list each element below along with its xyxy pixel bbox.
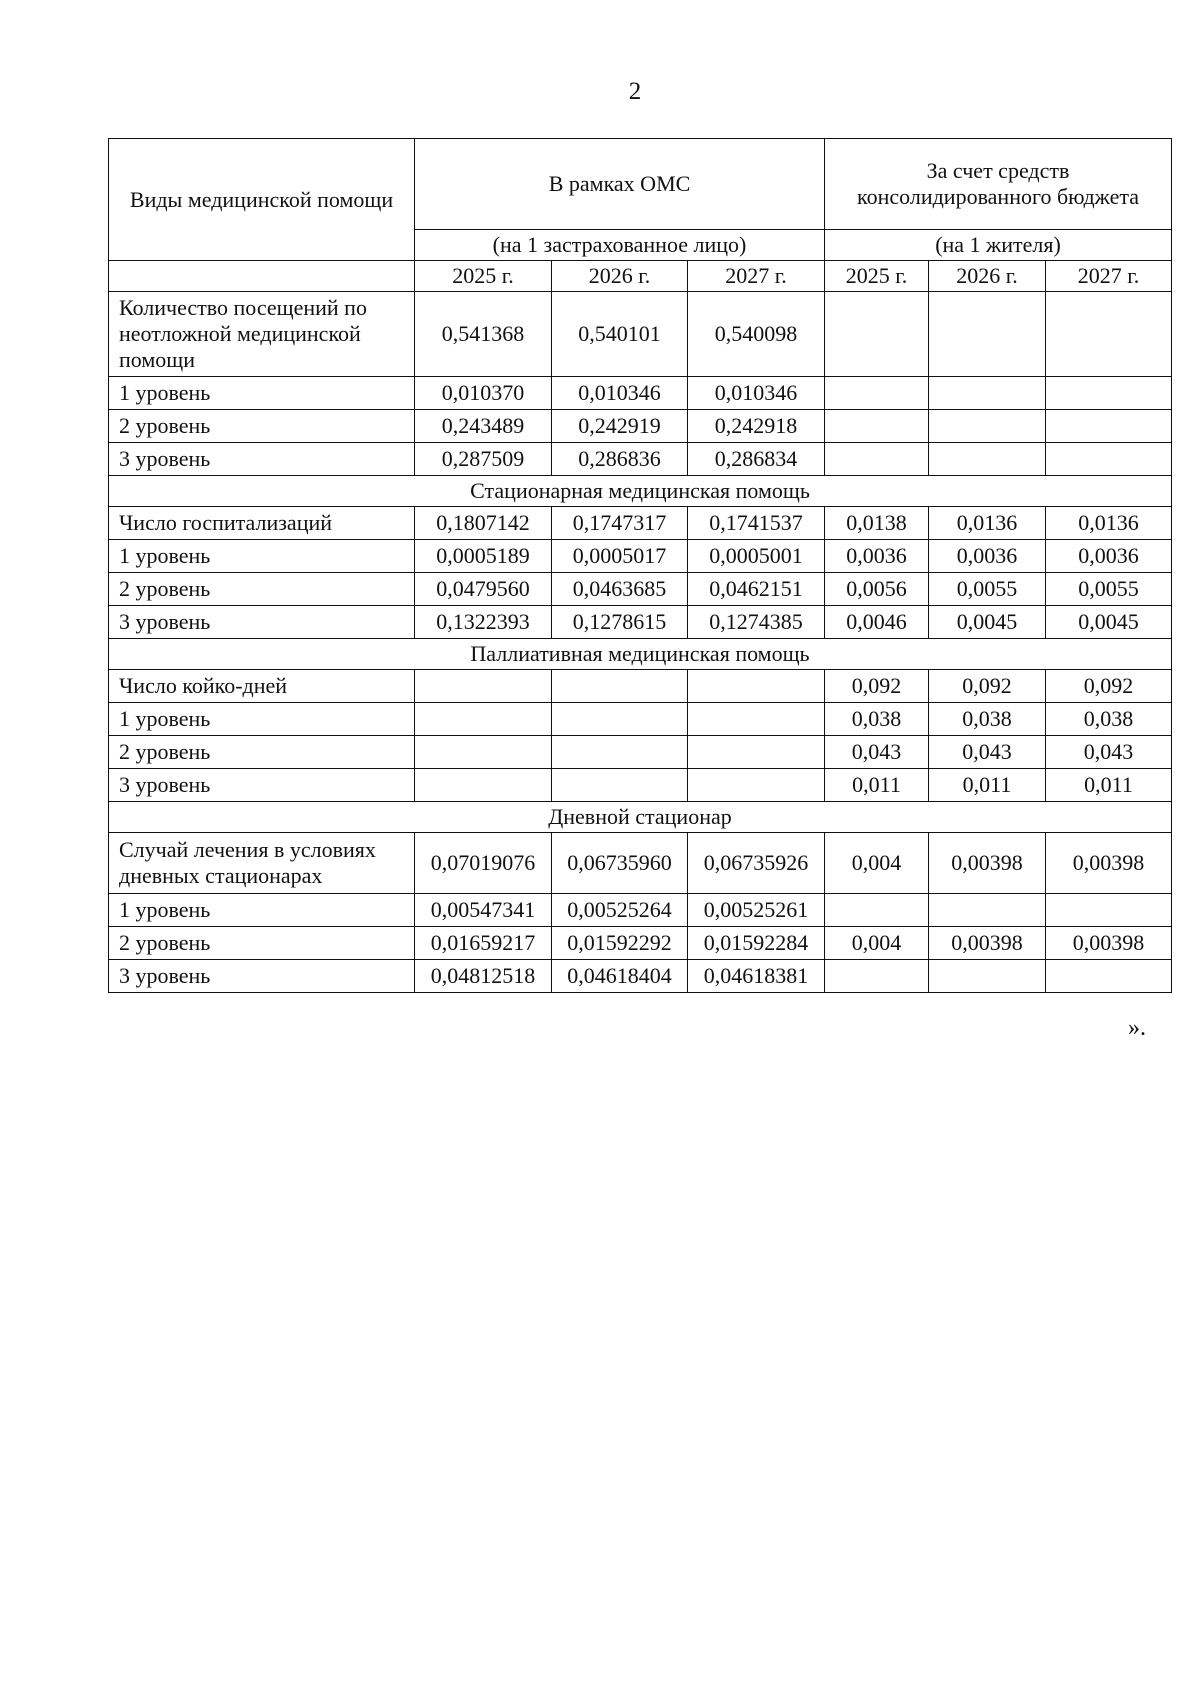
value-cell — [825, 377, 929, 410]
header-budget-unit: (на 1 жителя) — [825, 230, 1172, 261]
table-row — [109, 960, 1172, 993]
value-cell: 0,286836 — [552, 443, 688, 476]
header-year: 2027 г. — [688, 261, 825, 292]
value-cell: 0,01592284 — [688, 927, 825, 960]
value-cell — [552, 736, 688, 769]
value-cell: 0,00398 — [929, 833, 1046, 894]
row-label: 1 уровень — [109, 377, 415, 410]
value-cell: 0,010346 — [688, 377, 825, 410]
table-row — [109, 769, 1172, 802]
header-budget: За счет средств консолидированного бюджета — [825, 139, 1172, 230]
row-label: 2 уровень — [109, 573, 415, 606]
value-cell — [552, 703, 688, 736]
value-cell: 0,04812518 — [415, 960, 552, 993]
table-row — [109, 410, 1172, 443]
indicators-table-container — [108, 138, 1171, 993]
value-cell: 0,04618404 — [552, 960, 688, 993]
page-number: 2 — [628, 78, 642, 105]
value-cell: 0,0056 — [825, 573, 929, 606]
value-cell — [1046, 894, 1172, 927]
value-cell — [929, 443, 1046, 476]
value-cell: 0,043 — [929, 736, 1046, 769]
indicators-table — [108, 138, 1172, 993]
value-cell: 0,092 — [1046, 670, 1172, 703]
value-cell: 0,043 — [825, 736, 929, 769]
value-cell — [825, 292, 929, 377]
closing-quote-mark: ». — [1128, 1015, 1146, 1041]
value-cell — [825, 410, 929, 443]
value-cell: 0,06735926 — [688, 833, 825, 894]
value-cell — [552, 670, 688, 703]
header-oms: В рамках ОМС — [415, 139, 825, 230]
table-row — [109, 927, 1172, 960]
value-cell — [415, 703, 552, 736]
value-cell — [688, 736, 825, 769]
section-title: Стационарная медицинская помощь — [109, 476, 1172, 507]
row-label: 3 уровень — [109, 443, 415, 476]
value-cell: 0,00525264 — [552, 894, 688, 927]
value-cell: 0,0036 — [1046, 540, 1172, 573]
value-cell: 0,540098 — [688, 292, 825, 377]
table-row — [109, 443, 1172, 476]
row-label: 1 уровень — [109, 540, 415, 573]
table-row — [109, 736, 1172, 769]
row-label: Случай лечения в условиях дневных стационарах — [109, 833, 415, 894]
value-cell — [688, 769, 825, 802]
value-cell: 0,00398 — [1046, 833, 1172, 894]
row-label: 2 уровень — [109, 410, 415, 443]
row-label: 1 уровень — [109, 703, 415, 736]
value-cell: 0,0136 — [1046, 507, 1172, 540]
table-row — [109, 573, 1172, 606]
value-cell: 0,1274385 — [688, 606, 825, 639]
value-cell: 0,04618381 — [688, 960, 825, 993]
value-cell — [825, 960, 929, 993]
value-cell: 0,011 — [1046, 769, 1172, 802]
value-cell: 0,00525261 — [688, 894, 825, 927]
value-cell: 0,06735960 — [552, 833, 688, 894]
row-label: 2 уровень — [109, 736, 415, 769]
table-row — [109, 292, 1172, 377]
table-row — [109, 606, 1172, 639]
value-cell: 0,0462151 — [688, 573, 825, 606]
value-cell: 0,287509 — [415, 443, 552, 476]
section-title: Дневной стационар — [109, 802, 1172, 833]
value-cell: 0,00547341 — [415, 894, 552, 927]
value-cell: 0,0136 — [929, 507, 1046, 540]
value-cell: 0,01659217 — [415, 927, 552, 960]
table-row — [109, 833, 1172, 894]
table-row — [109, 670, 1172, 703]
header-empty-cell — [109, 261, 415, 292]
row-label: Число госпитализаций — [109, 507, 415, 540]
header-oms-unit: (на 1 застрахованное лицо) — [415, 230, 825, 261]
value-cell — [1046, 292, 1172, 377]
table-row — [109, 507, 1172, 540]
row-label: 3 уровень — [109, 960, 415, 993]
value-cell: 0,011 — [825, 769, 929, 802]
value-cell: 0,0036 — [825, 540, 929, 573]
header-kind-of-care: Виды медицинской помощи — [109, 139, 415, 261]
value-cell: 0,01592292 — [552, 927, 688, 960]
value-cell — [552, 769, 688, 802]
value-cell — [825, 894, 929, 927]
header-year: 2026 г. — [552, 261, 688, 292]
value-cell: 0,010370 — [415, 377, 552, 410]
value-cell — [1046, 443, 1172, 476]
row-label: Число койко-дней — [109, 670, 415, 703]
value-cell: 0,0055 — [1046, 573, 1172, 606]
value-cell: 0,038 — [929, 703, 1046, 736]
value-cell: 0,540101 — [552, 292, 688, 377]
section-header-row — [109, 802, 1172, 833]
value-cell: 0,043 — [1046, 736, 1172, 769]
section-header-row — [109, 476, 1172, 507]
value-cell: 0,00398 — [929, 927, 1046, 960]
value-cell: 0,0055 — [929, 573, 1046, 606]
value-cell: 0,011 — [929, 769, 1046, 802]
value-cell: 0,0138 — [825, 507, 929, 540]
value-cell: 0,0479560 — [415, 573, 552, 606]
value-cell — [1046, 960, 1172, 993]
value-cell — [1046, 377, 1172, 410]
value-cell: 0,0045 — [1046, 606, 1172, 639]
value-cell: 0,010346 — [552, 377, 688, 410]
header-year: 2025 г. — [825, 261, 929, 292]
value-cell — [929, 960, 1046, 993]
value-cell: 0,092 — [929, 670, 1046, 703]
value-cell: 0,1741537 — [688, 507, 825, 540]
header-row-main — [109, 139, 1172, 230]
value-cell — [929, 894, 1046, 927]
value-cell: 0,242919 — [552, 410, 688, 443]
row-label: 1 уровень — [109, 894, 415, 927]
value-cell — [688, 670, 825, 703]
header-year: 2026 г. — [929, 261, 1046, 292]
value-cell: 0,541368 — [415, 292, 552, 377]
value-cell: 0,1747317 — [552, 507, 688, 540]
row-label: 2 уровень — [109, 927, 415, 960]
value-cell — [1046, 410, 1172, 443]
header-year: 2025 г. — [415, 261, 552, 292]
row-label: 3 уровень — [109, 606, 415, 639]
value-cell: 0,038 — [825, 703, 929, 736]
value-cell — [415, 769, 552, 802]
value-cell: 0,004 — [825, 927, 929, 960]
value-cell: 0,243489 — [415, 410, 552, 443]
header-year: 2027 г. — [1046, 261, 1172, 292]
value-cell — [929, 410, 1046, 443]
value-cell: 0,1278615 — [552, 606, 688, 639]
value-cell — [929, 292, 1046, 377]
section-title: Паллиативная медицинская помощь — [109, 639, 1172, 670]
value-cell: 0,004 — [825, 833, 929, 894]
value-cell: 0,286834 — [688, 443, 825, 476]
value-cell — [415, 670, 552, 703]
table-row — [109, 540, 1172, 573]
row-label: Количество посещений по неотложной медицинской помощи — [109, 292, 415, 377]
value-cell: 0,0463685 — [552, 573, 688, 606]
value-cell — [688, 703, 825, 736]
value-cell: 0,038 — [1046, 703, 1172, 736]
section-header-row — [109, 639, 1172, 670]
value-cell: 0,07019076 — [415, 833, 552, 894]
value-cell: 0,0036 — [929, 540, 1046, 573]
value-cell: 0,0005017 — [552, 540, 688, 573]
table-body — [109, 139, 1172, 993]
value-cell: 0,242918 — [688, 410, 825, 443]
value-cell — [825, 443, 929, 476]
value-cell: 0,1322393 — [415, 606, 552, 639]
value-cell — [415, 736, 552, 769]
table-row — [109, 894, 1172, 927]
header-row-years — [109, 261, 1172, 292]
value-cell: 0,0005001 — [688, 540, 825, 573]
value-cell: 0,1807142 — [415, 507, 552, 540]
row-label: 3 уровень — [109, 769, 415, 802]
table-row — [109, 703, 1172, 736]
value-cell — [929, 377, 1046, 410]
value-cell: 0,00398 — [1046, 927, 1172, 960]
table-row — [109, 377, 1172, 410]
value-cell: 0,0046 — [825, 606, 929, 639]
value-cell: 0,0005189 — [415, 540, 552, 573]
value-cell: 0,0045 — [929, 606, 1046, 639]
value-cell: 0,092 — [825, 670, 929, 703]
